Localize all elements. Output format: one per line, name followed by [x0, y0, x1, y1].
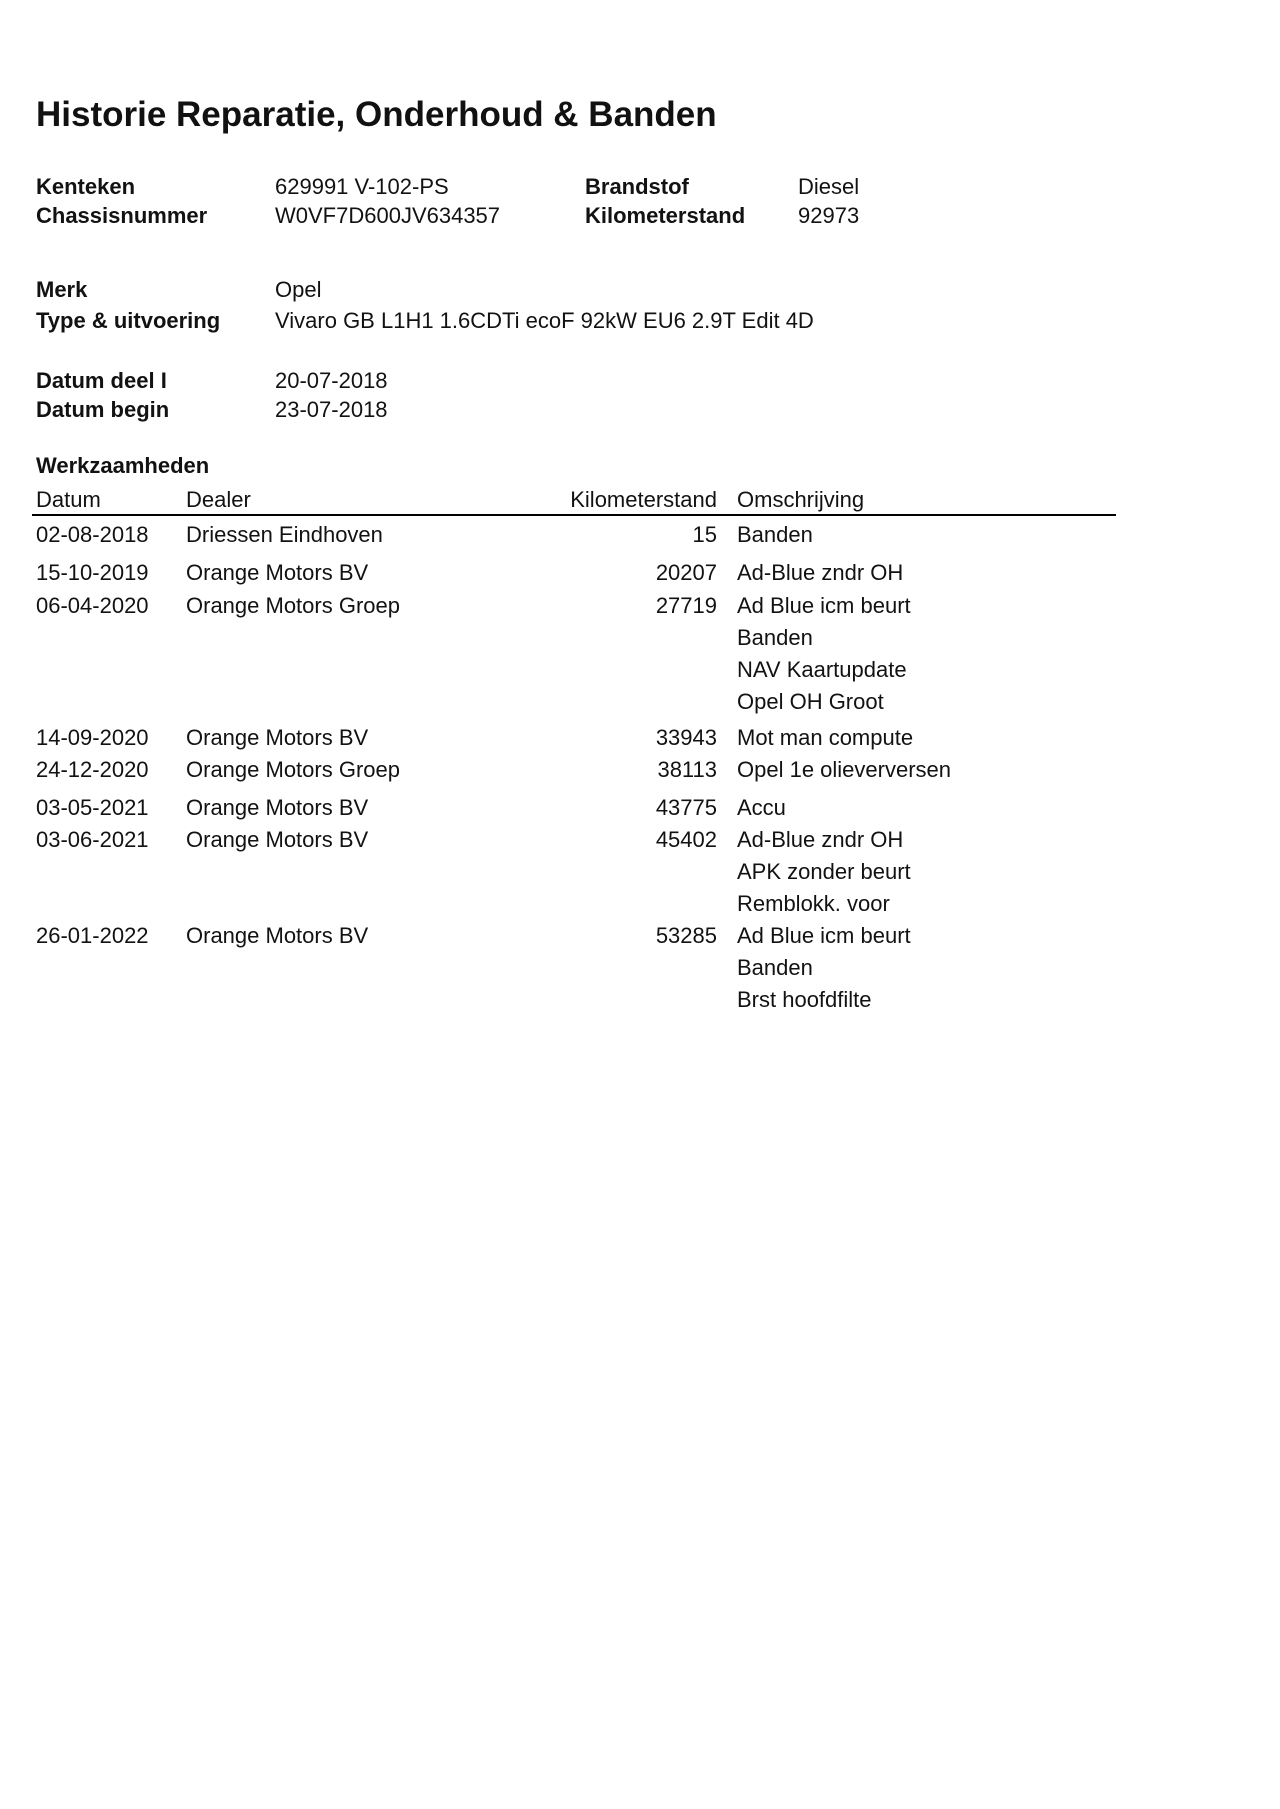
row-dealer: Orange Motors BV: [186, 795, 369, 820]
omschrijving-line: Ad Blue icm beurt: [737, 923, 911, 948]
column-header-kilometerstand: Kilometerstand: [570, 487, 717, 512]
chassisnummer-value: W0VF7D600JV634357: [275, 203, 501, 228]
page-title: Historie Reparatie, Onderhoud & Banden: [36, 95, 717, 134]
chassisnummer-label: Chassisnummer: [36, 203, 208, 228]
merk-label: Merk: [36, 277, 88, 302]
row-datum: 14-09-2020: [36, 725, 149, 750]
table-header-divider: [32, 514, 1116, 516]
brandstof-value: Diesel: [798, 174, 860, 199]
omschrijving-line: Opel OH Groot: [737, 689, 884, 714]
omschrijving-line: Banden: [737, 522, 813, 547]
row-kilometerstand: 38113: [657, 757, 717, 782]
brandstof-label: Brandstof: [585, 174, 689, 199]
row-kilometerstand: 27719: [655, 593, 717, 618]
omschrijving-line: Opel 1e olieverversen: [737, 757, 952, 782]
row-omschrijving: [737, 590, 911, 718]
column-header-dealer: Dealer: [186, 487, 251, 512]
row-omschrijving: [737, 824, 911, 920]
row-omschrijving: [737, 792, 786, 824]
row-datum: 15-10-2019: [36, 560, 149, 585]
row-datum: 26-01-2022: [36, 923, 149, 948]
type-uitvoering-value: Vivaro GB L1H1 1.6CDTi ecoF 92kW EU6 2.9T Edit 4D: [275, 308, 814, 333]
row-datum: 03-05-2021: [36, 795, 149, 820]
row-dealer: Orange Motors BV: [186, 923, 369, 948]
kilometerstand-label: Kilometerstand: [585, 203, 746, 228]
row-kilometerstand: 33943: [655, 725, 717, 750]
row-kilometerstand: 45402: [655, 827, 717, 852]
row-datum: 24-12-2020: [36, 757, 149, 782]
column-header-omschrijving: Omschrijving: [737, 487, 865, 512]
column-header-datum: Datum: [36, 487, 101, 512]
row-dealer: Orange Motors Groep: [186, 593, 400, 618]
omschrijving-line: Ad Blue icm beurt: [737, 593, 911, 618]
row-omschrijving: [737, 722, 913, 754]
row-datum: 02-08-2018: [36, 522, 149, 547]
row-dealer: Orange Motors Groep: [186, 757, 400, 782]
datum-begin-value: 23-07-2018: [275, 397, 388, 422]
omschrijving-line: Accu: [737, 795, 786, 820]
row-dealer: Orange Motors BV: [186, 725, 369, 750]
row-omschrijving: [737, 920, 911, 1016]
row-dealer: Orange Motors BV: [186, 560, 369, 585]
omschrijving-line: Ad-Blue zndr OH: [737, 560, 904, 585]
type-uitvoering-label: Type & uitvoering: [36, 308, 221, 333]
row-omschrijving: [737, 557, 903, 589]
kilometerstand-value: 92973: [798, 203, 860, 228]
row-kilometerstand: 53285: [655, 923, 717, 948]
omschrijving-line: Ad-Blue zndr OH: [737, 827, 904, 852]
omschrijving-line: NAV Kaartupdate: [737, 657, 907, 682]
omschrijving-line: Remblokk. voor: [737, 891, 890, 916]
row-omschrijving: [737, 754, 951, 786]
row-omschrijving: [737, 519, 813, 551]
omschrijving-line: APK zonder beurt: [737, 859, 911, 884]
row-dealer: Orange Motors BV: [186, 827, 369, 852]
omschrijving-line: Banden: [737, 955, 813, 980]
omschrijving-line: Banden: [737, 625, 813, 650]
omschrijving-line: Mot man compute: [737, 725, 914, 750]
row-kilometerstand: 20207: [655, 560, 717, 585]
row-datum: 03-06-2021: [36, 827, 149, 852]
werkzaamheden-heading: Werkzaamheden: [36, 453, 210, 478]
omschrijving-line: Brst hoofdfilte: [737, 987, 872, 1012]
row-kilometerstand: 15: [692, 522, 717, 547]
row-kilometerstand: 43775: [655, 795, 717, 820]
kenteken-label: Kenteken: [36, 174, 136, 199]
row-datum: 06-04-2020: [36, 593, 149, 618]
kenteken-value: 629991 V-102-PS: [275, 174, 449, 199]
merk-value: Opel: [275, 277, 322, 302]
datum-deel-i-label: Datum deel I: [36, 368, 167, 393]
row-dealer: Driessen Eindhoven: [186, 522, 383, 547]
datum-deel-i-value: 20-07-2018: [275, 368, 388, 393]
datum-begin-label: Datum begin: [36, 397, 170, 422]
